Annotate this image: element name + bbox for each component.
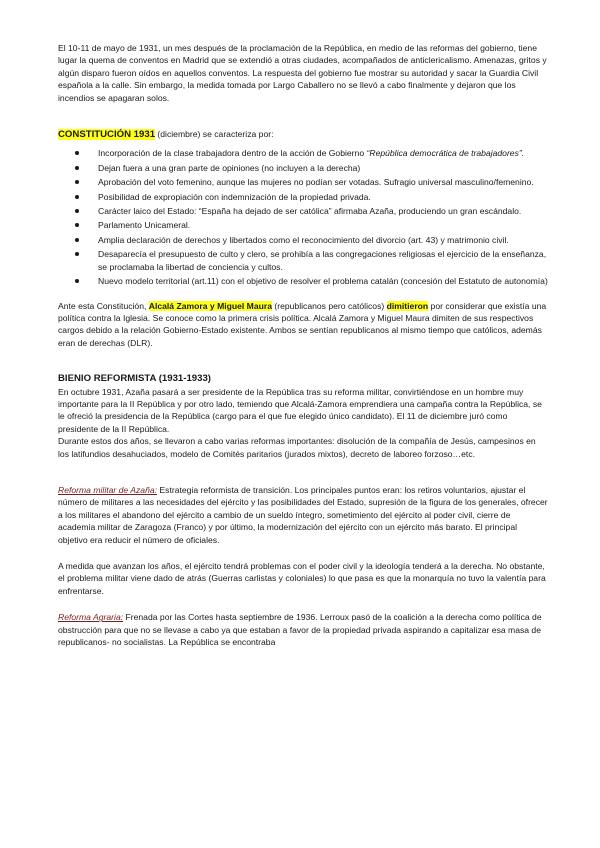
- reforma-agraria-label: Reforma Agraria:: [58, 612, 124, 623]
- constitucion-list: [58, 147, 548, 287]
- list-item: Aprobación del voto femenino, aunque las mujeres no podían ser votadas. Sufragio universal masculino/femenino.: [58, 176, 548, 188]
- list-item: Parlamento Unicameral.: [58, 219, 548, 231]
- paragraph-bienio-1: En octubre 1931, Azaña pasará a ser presidente de la República tras su reforma militar, convirtiéndose en un hombre muy importante para la II República y por otro lado, temiendo que Alcalá-Zamora emprendiera una campaña contra la República, se le ofreció la presidencia de la República (cargo para el que fue elegido único candidato). El 11 de diciembre juró como presidente de la II República.: [58, 386, 542, 434]
- list-item: Dejan fuera a una gran parte de opiniones (no incluyen a la derecha): [58, 162, 548, 174]
- list-item: Incorporación de la clase trabajadora dentro de la acción de Gobierno “República democrática de trabajadores”.: [58, 147, 548, 159]
- paragraph-reforma-agraria: Reforma Agraria: Frenada por las Cortes hasta septiembre de 1936. Lerroux pasó de la coalición a la derecha como política de obstrucción para que no se llevase a cabo ya que estaban a favor de la propiedad privada aspirando a capitalizar esa masa de republicanos- no socialistas. La República se encontraba: [58, 612, 542, 648]
- highlight-zamora-maura: Alcalá Zamora y Miguel Maura: [148, 300, 272, 311]
- paragraph-militar-2: A medida que avanzan los años, el ejército tendrá problemas con el poder civil y la ideología tenderá a la derecha. No obstante, el problema militar viene dado de atrás (Guerras carlistas y coloniales) lo que pasa es que la monarquía no tuvo la valentía para enfrentarse.: [58, 561, 546, 596]
- bullet-icon: [75, 223, 79, 227]
- constitucion-intro: [58, 128, 548, 141]
- bullet-icon: [75, 209, 79, 213]
- bullet-icon: [75, 151, 79, 155]
- highlight-dimitieron: dimitieron: [386, 300, 429, 311]
- constitucion-suffix: (diciembre) se caracteriza por:: [155, 129, 274, 140]
- paragraph-quema-conventos: El 10-11 de mayo de 1931, un mes después de la proclamación de la República, en medio de las reformas del gobierno, tiene lugar la quema de conventos en Madrid que se extendió a otras ciudades, acompañados de anticlericalismo. Amenazas, gritos y algún disparo fueron oídos en aquellos conventos. La respuesta del gobierno fue mostrar su autoridad y sacar la Guardia Civil española a la calle. Sin embargo, la medida tomada por Largo Caballero no se llevó a cabo finalmente y dejaron que los incendios se apagaran solos.: [58, 43, 547, 103]
- list-item: Carácter laico del Estado: “España ha dejado de ser católica” afirmaba Azaña, produciendo un gran escándalo.: [58, 205, 548, 217]
- constitucion-heading: CONSTITUCIÓN 1931: [58, 129, 156, 141]
- bullet-icon: [75, 252, 79, 256]
- bienio-heading: BIENIO REFORMISTA (1931-1933): [58, 373, 212, 385]
- list-item: Amplia declaración de derechos y libertados como el reconocimiento del divorcio (art. 43) y matrimonio civil.: [58, 234, 548, 246]
- bullet-icon: [75, 279, 79, 283]
- list-item: Desaparecía el presupuesto de culto y clero, se prohibía a las congregaciones religiosas el ejercicio de la enseñanza, se proclamaba la libertad de conciencia y cultos.: [58, 248, 548, 273]
- bullet-icon: [75, 195, 79, 199]
- list-item: Posibilidad de expropiación con indemnización de la propiedad privada.: [58, 191, 548, 203]
- bullet-icon: [75, 180, 79, 184]
- bullet-icon: [75, 166, 79, 170]
- paragraph-dimision: Ante esta Constitución, Alcalá Zamora y Miguel Maura (republicanos pero católicos) dimitieron por considerar que existía una política contra la Iglesia. Se conoce como la primera crisis política. Alcalá Zamora y Miguel Maura dimiten de sus respectivos cargos debido a la relación Gobierno-Estado existente. Ambos se sentían republicanos al mismo tiempo que católicos, además eran de derechas (DLR).: [58, 300, 547, 348]
- reforma-militar-label: Reforma militar de Azaña:: [58, 484, 158, 495]
- list-item: Nuevo modelo territorial (art.11) con el objetivo de resolver el problema catalán (concesión del Estatuto de autonomía): [58, 275, 548, 287]
- document-page: [58, 42, 548, 648]
- bullet-icon: [75, 238, 79, 242]
- paragraph-bienio-2: Durante estos dos años, se llevaron a cabo varias reformas importantes: disolución de la compañía de Jesús, campesinos en los latifundios desahuciados, modelo de Comités paritarios (jurados mixtos), decreto de laboreo forzoso…etc.: [58, 436, 536, 459]
- paragraph-reforma-militar: Reforma militar de Azaña: Estrategia reformista de transición. Los principales puntos eran: los retiros voluntarios, ajustar el número de militares a las necesidades del ejército y las posibilidades del Estado, supresión de la figura de los generales, ofrecer a los militares el abandono del ejército a cambio de un sueldo íntegro, sometimiento del ejército al poder civil, cierre de academia militar de Zaragoza (Franco) y por último, la modernización del ejército con un ejército más barato. El principal objetivo era reducir el número de oficiales.: [58, 484, 548, 545]
